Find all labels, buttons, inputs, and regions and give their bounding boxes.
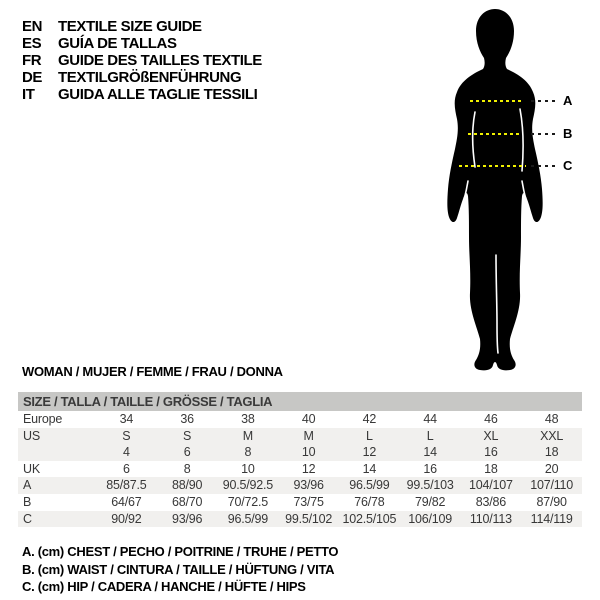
- size-cell: 20: [544, 461, 559, 476]
- size-cell: 107/110: [530, 478, 574, 493]
- size-cell: 68/70: [171, 494, 203, 509]
- size-cell: 40: [301, 412, 316, 426]
- size-cell: 93/96: [171, 511, 203, 526]
- language-row: [22, 52, 262, 69]
- size-cell: 44: [423, 412, 437, 426]
- size-cell: 16: [484, 445, 498, 460]
- language-row: [22, 35, 262, 52]
- row-label: [18, 444, 96, 461]
- size-cell: 96.5/99: [349, 478, 390, 493]
- size-cell: 4: [122, 445, 130, 460]
- legend-item: B. (cm) WAIST / CINTURA / TAILLE / HÜFTUNG / VITA: [22, 561, 335, 577]
- language-list: [22, 18, 262, 103]
- table-row: [18, 444, 582, 461]
- table-row: [18, 428, 582, 445]
- size-cell: 14: [362, 461, 377, 476]
- size-cell: 83/86: [475, 494, 507, 509]
- table-row: [18, 511, 582, 528]
- size-cell: 110/113: [469, 511, 512, 526]
- language-label: GUÍA DE TALLAS: [58, 35, 177, 52]
- row-label: C: [23, 511, 32, 526]
- size-cell: 64/67: [111, 494, 142, 509]
- language-code: DE: [22, 69, 43, 86]
- language-label: GUIDA ALLE TAGLIE TESSILI: [58, 86, 258, 103]
- size-cell: S: [122, 428, 131, 443]
- table-row: [18, 494, 582, 511]
- size-cell: 70/72.5: [227, 494, 269, 509]
- size-cell: 102.5/105: [342, 511, 397, 526]
- size-cell: 90.5/92.5: [222, 478, 274, 493]
- size-table-header: SIZE / TALLA / TAILLE / GRÖSSE / TAGLIA: [18, 392, 582, 411]
- size-cell: 46: [484, 412, 498, 426]
- language-code: ES: [22, 35, 42, 52]
- language-label: GUIDE DES TAILLES TEXTILE: [58, 52, 262, 69]
- size-cell: 79/82: [414, 494, 446, 509]
- size-cell: 10: [241, 461, 255, 476]
- size-cell: 48: [544, 412, 559, 426]
- table-row: [18, 477, 582, 494]
- measurement-legend: [22, 543, 338, 596]
- row-label: Europe: [23, 412, 63, 426]
- language-label: TEXTILGRÖßENFÜHRUNG: [58, 69, 242, 86]
- size-cell: 10: [301, 445, 316, 460]
- measure-line-yellow: [468, 133, 519, 135]
- size-cell: 73/75: [293, 494, 324, 509]
- size-cell: XXL: [540, 428, 564, 443]
- size-cell: 12: [301, 461, 316, 476]
- size-cell: 6: [183, 445, 191, 460]
- measure-line-yellow: [470, 100, 522, 102]
- size-cell: 16: [423, 461, 437, 476]
- measure-label: C: [563, 158, 573, 173]
- size-cell: 106/109: [408, 511, 453, 526]
- measure-line-dotted: [531, 133, 557, 135]
- language-code: FR: [22, 52, 42, 69]
- size-cell: 6: [122, 461, 130, 476]
- size-cell: S: [183, 428, 192, 443]
- measure-label: A: [563, 93, 573, 108]
- size-cell: 99.5/102: [285, 511, 333, 526]
- size-cell: 38: [241, 412, 255, 426]
- size-cell: 99.5/103: [406, 478, 454, 493]
- size-table: [18, 392, 582, 527]
- size-cell: 8: [244, 445, 252, 460]
- size-cell: 88/90: [171, 478, 203, 493]
- size-table-body: [18, 411, 582, 527]
- row-label: B: [23, 494, 32, 509]
- size-cell: 8: [183, 461, 191, 476]
- size-cell: 34: [119, 412, 134, 426]
- woman-silhouette: [442, 5, 552, 375]
- measure-line-yellow: [459, 165, 526, 167]
- silhouette-body: [447, 9, 542, 370]
- size-cell: XL: [483, 428, 499, 443]
- size-cell: M: [303, 428, 314, 443]
- language-row: [22, 69, 262, 86]
- row-label: UK: [23, 461, 40, 476]
- legend-item: A. (cm) CHEST / PECHO / POITRINE / TRUHE / PETTO: [22, 544, 339, 559]
- size-cell: 12: [362, 445, 377, 460]
- measure-label: B: [563, 126, 573, 141]
- language-row: [22, 86, 262, 103]
- measure-line-dotted: [531, 100, 557, 102]
- size-cell: M: [242, 428, 253, 443]
- language-code: IT: [22, 86, 35, 103]
- size-cell: 18: [544, 445, 559, 460]
- language-code: EN: [22, 18, 43, 35]
- size-cell: 114/119: [530, 511, 573, 526]
- table-row: [18, 411, 582, 428]
- table-row: [18, 461, 582, 478]
- measure-line-dotted: [531, 165, 557, 167]
- row-label: US: [23, 428, 40, 443]
- size-cell: 87/90: [536, 494, 567, 509]
- language-row: [22, 18, 262, 35]
- row-label: A: [23, 478, 32, 493]
- language-label: TEXTILE SIZE GUIDE: [58, 18, 202, 35]
- size-cell: L: [365, 428, 373, 443]
- size-cell: 14: [423, 445, 437, 460]
- size-cell: 18: [484, 461, 498, 476]
- size-cell: 90/92: [111, 511, 142, 526]
- size-cell: 36: [180, 412, 194, 426]
- legend-item: C. (cm) HIP / CADERA / HANCHE / HÜFTE / HIPS: [22, 579, 306, 594]
- section-title: WOMAN / MUJER / FEMME / FRAU / DONNA: [22, 364, 283, 379]
- size-cell: 85/87.5: [106, 478, 147, 493]
- size-cell: 42: [362, 412, 377, 426]
- size-cell: 76/78: [354, 494, 385, 509]
- size-cell: 104/107: [468, 478, 513, 493]
- size-cell: 96.5/99: [227, 511, 269, 526]
- size-cell: 93/96: [293, 478, 324, 493]
- size-cell: L: [426, 428, 434, 443]
